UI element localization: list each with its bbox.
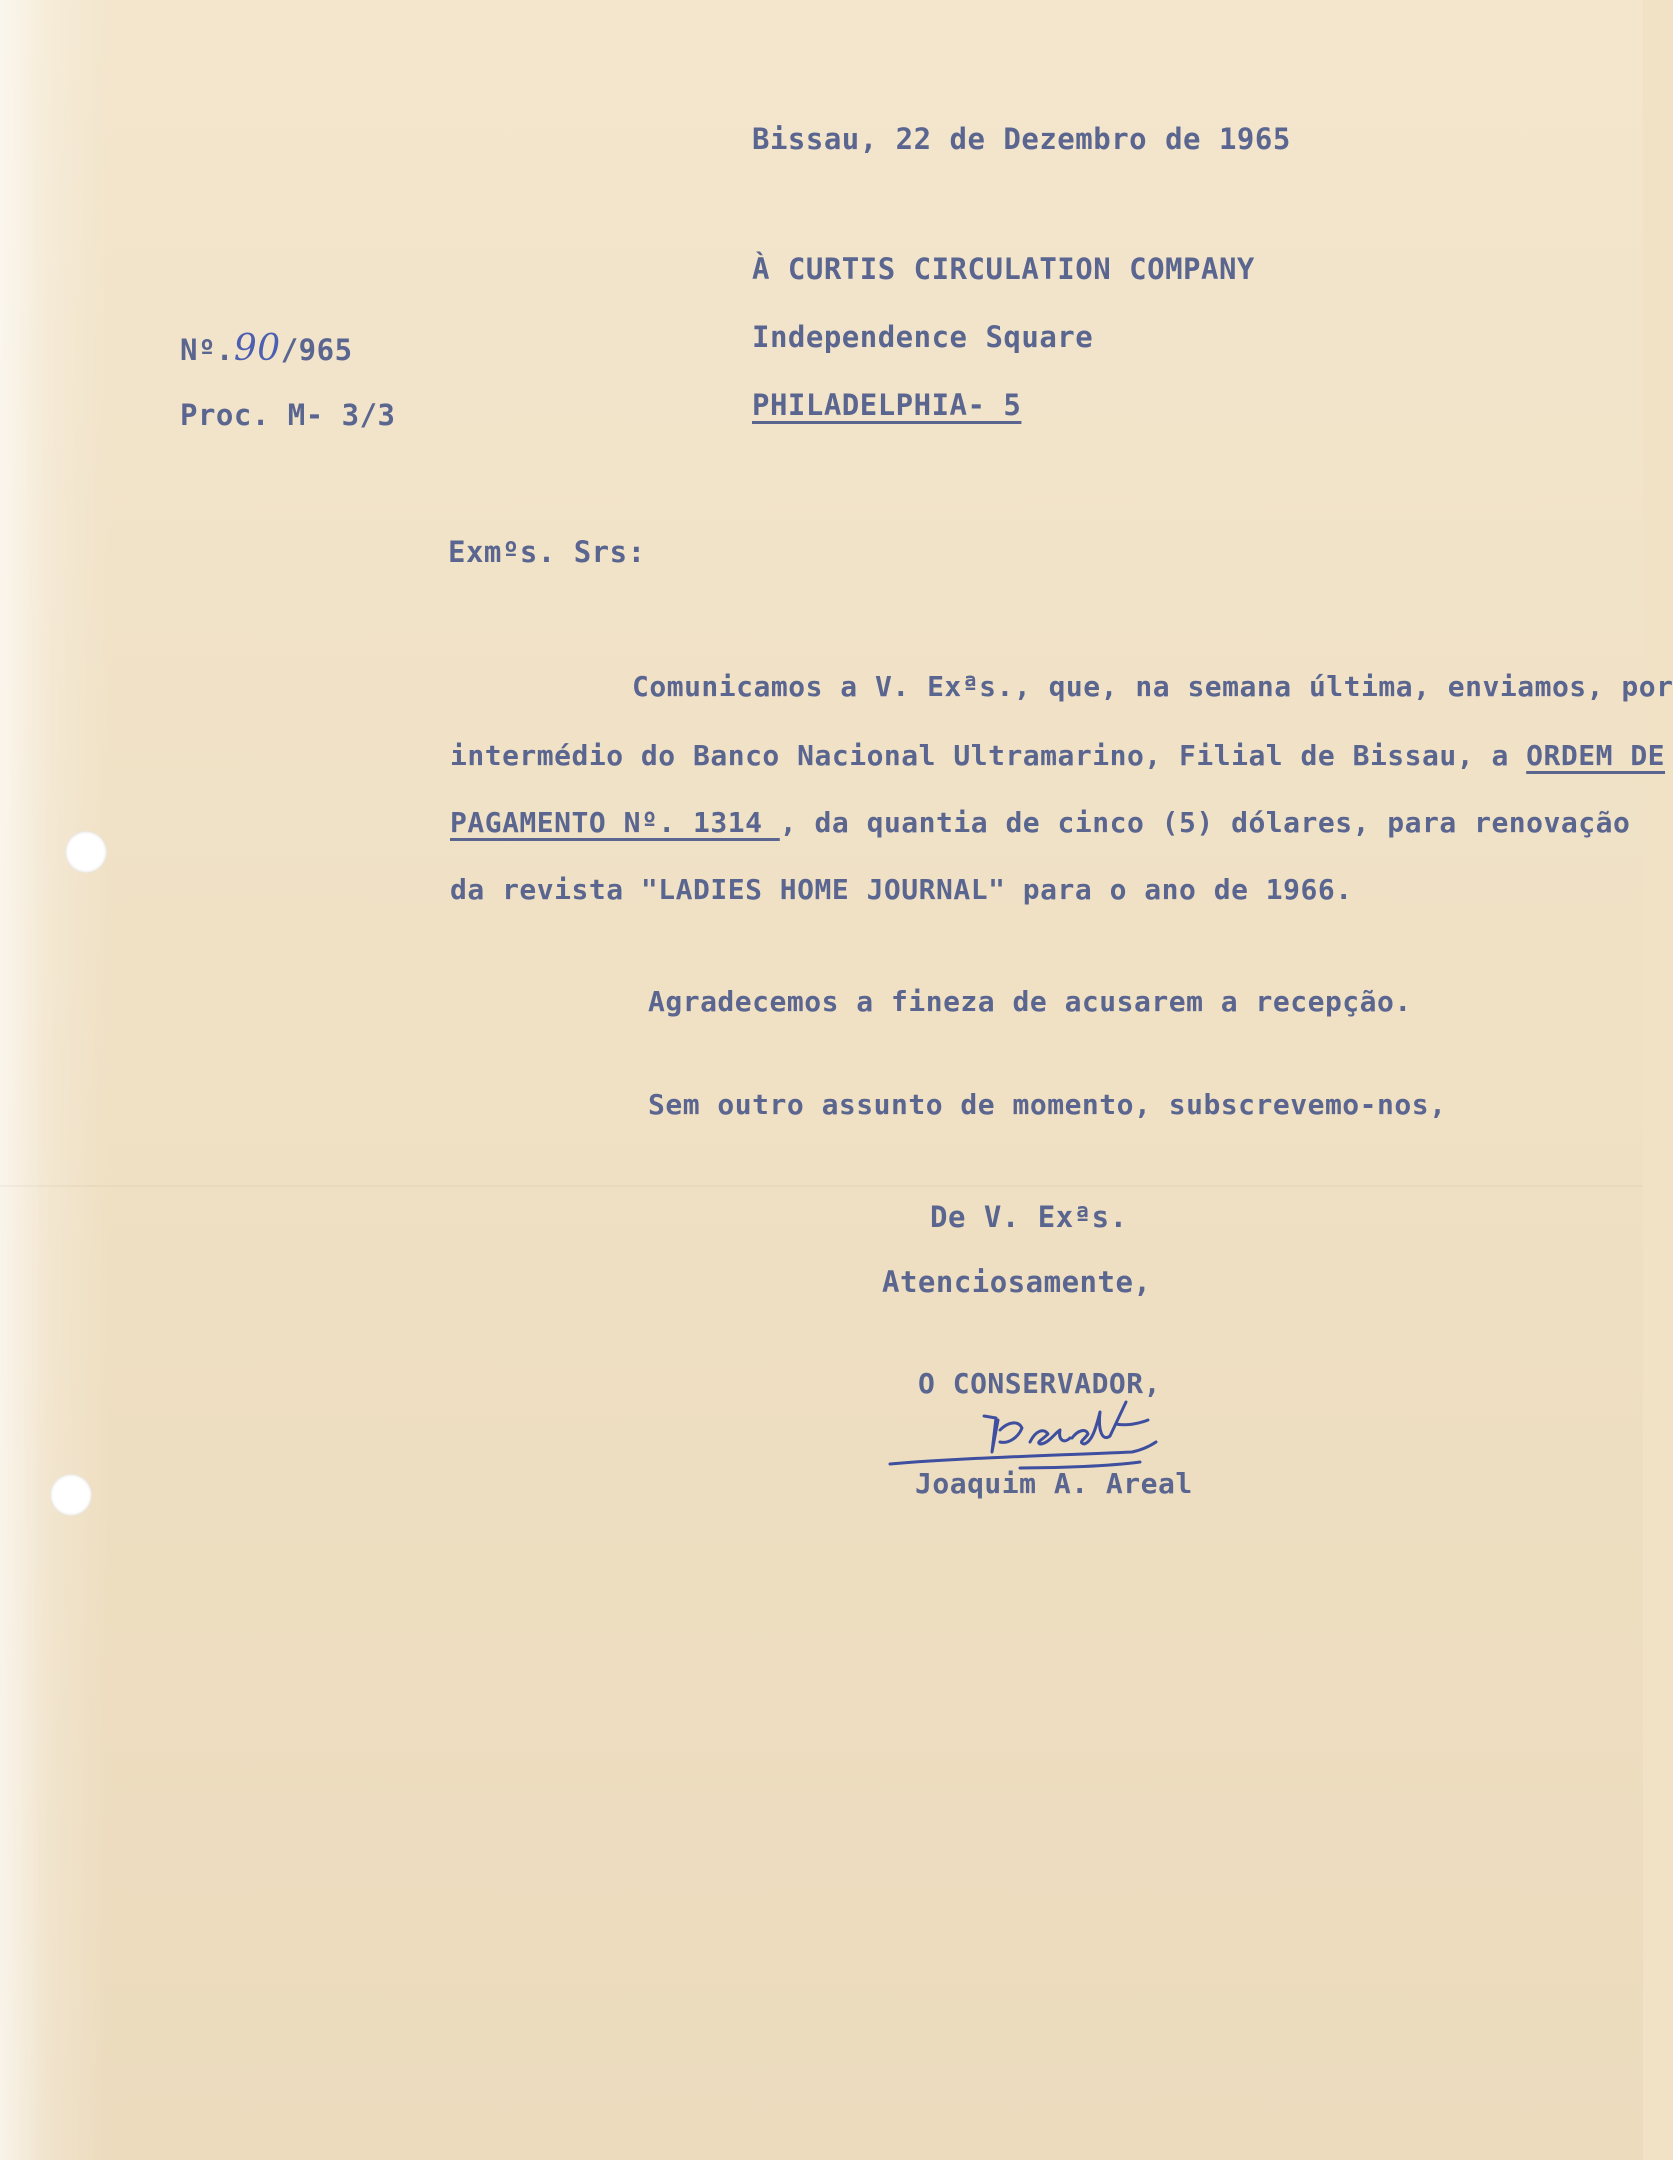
body-line-2 [450, 739, 1665, 772]
place-date: Bissau, 22 de Dezembro de 1965 [752, 122, 1291, 156]
reference-number [180, 328, 353, 369]
regards-line-1: De V. Exªs. [930, 1200, 1128, 1234]
thanks-line: Agradecemos a fineza de acusarem a recepção. [648, 985, 1412, 1018]
punch-hole-bottom [50, 1474, 92, 1516]
reference-prefix: Nº. [180, 333, 234, 367]
recipient-address: Independence Square [752, 320, 1094, 354]
punch-hole-top [65, 831, 107, 873]
paper-fold [0, 1185, 1643, 1187]
reference-suffix: /965 [280, 333, 353, 367]
regards-line-2: Atenciosamente, [882, 1265, 1152, 1299]
payment-order-label: ORDEM DE [1526, 739, 1666, 772]
paper-edge-shading [0, 0, 110, 2160]
body-line-3 [450, 806, 1630, 839]
body-line-1: Comunicamos a V. Exªs., que, na semana última, enviamos, por [632, 670, 1673, 703]
recipient-city: PHILADELPHIA- 5 [752, 388, 1022, 422]
payment-order-number: PAGAMENTO Nº. 1314 [450, 806, 780, 839]
recipient-company: À CURTIS CIRCULATION COMPANY [752, 252, 1255, 286]
salutation: Exmºs. Srs: [448, 535, 646, 569]
body-line-3-text: , da quantia de cinco (5) dólares, para renovação [779, 806, 1631, 839]
reference-handwritten-number: 90 [233, 328, 281, 369]
process-reference: Proc. M- 3/3 [180, 398, 396, 432]
body-line-4: da revista "LADIES HOME JOURNAL" para o ano de 1966. [450, 873, 1353, 906]
handwritten-signature [880, 1372, 1200, 1482]
closing-line: Sem outro assunto de momento, subscrevemo-nos, [648, 1088, 1447, 1121]
signatory-title: O CONSERVADOR, [918, 1367, 1162, 1400]
signatory-name: Joaquim A. Areal [915, 1467, 1193, 1500]
body-line-2-text: intermédio do Banco Nacional Ultramarino, Filial de Bissau, a [450, 739, 1527, 772]
